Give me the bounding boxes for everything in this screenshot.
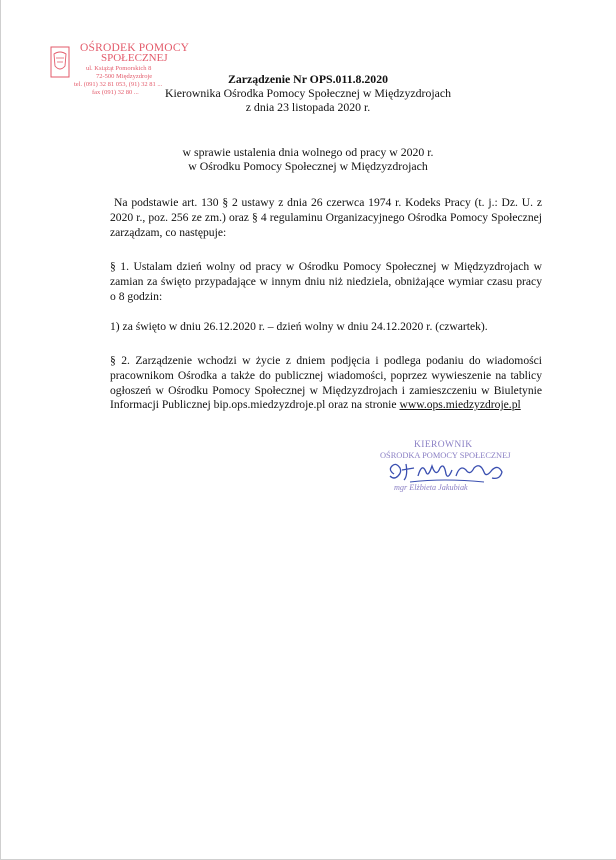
signature-block xyxy=(366,440,526,510)
page-edge-left xyxy=(0,0,1,860)
intro-paragraph: Na podstawie art. 130 § 2 ustawy z dnia 26 czerwca 1974 r. Kodeks Pracy (t. j.: Dz. U. z 2020 r., poz. 256 ze zm.) oraz § 4 regulaminu Organizacyjnego Ośrodka Pomocy Społecznej zarządzam, co następuje: xyxy=(110,196,542,239)
document-title: Zarządzenie Nr OPS.011.8.2020 xyxy=(227,72,388,86)
document-issuer: Kierownika Ośrodka Pomocy Społecznej w Międzyzdrojach xyxy=(165,86,451,100)
signature-name: mgr Elżbieta Jakubiak xyxy=(394,483,468,492)
signature-role: KIEROWNIK xyxy=(414,440,473,450)
section-1-paragraph: § 1. Ustalam dzień wolny od pracy w Ośrodku Pomocy Społecznej w Międzyzdrojach w zamian za święto przypadające w innym dniu niż niedziela, obniżające wymiar czasu pracy o 8 godzin: xyxy=(110,260,542,303)
stamp-phone-line: tel. (091) 32 81 053, (91) 32 81 ... xyxy=(74,81,163,88)
stamp-address-line2: 72-500 Międzyzdroje xyxy=(96,73,153,80)
stamp-address-line1: ul. Książąt Pomorskich 8 xyxy=(86,65,152,72)
section-2-paragraph xyxy=(110,354,542,413)
subject-line2: w Ośrodku Pomocy Społecznej w Międzyzdrojach xyxy=(188,159,428,173)
subject-line1: w sprawie ustalenia dnia wolnego od pracy w 2020 r. xyxy=(182,145,434,159)
stamp-fax-line: fax (091) 32 80 ... xyxy=(92,89,139,96)
stamp-name-line2: SPOŁECZNEJ xyxy=(101,52,168,64)
handwritten-signature-icon xyxy=(384,458,514,486)
document-date: z dnia 23 listopada 2020 r. xyxy=(245,100,371,114)
website-link[interactable]: www.ops.miedzyzdroje.pl xyxy=(399,398,521,412)
list-item-1: 1) za święto w dniu 26.12.2020 r. – dzień wolny w dniu 24.12.2020 r. (czwartek). xyxy=(110,320,488,333)
section-2-text: § 2. Zarządzenie wchodzi w życie z dniem podjęcia i podlega podaniu do wiadomości pracownikom Ośrodka a także do publicznej wiadomości, poprzez wywieszenie na tablicy ogłoszeń w Ośrodku Pomocy Społecznej w Międzyzdrojach i zamieszczeniu w Biuletynie Informacji Publicznej bip.ops.miedzyzdroje.pl oraz na stronie xyxy=(110,354,542,412)
signature-institution: OŚRODKA POMOCY SPOŁECZNEJ xyxy=(380,451,511,460)
stamp-name-line1: OŚRODEK POMOCY xyxy=(80,42,190,54)
